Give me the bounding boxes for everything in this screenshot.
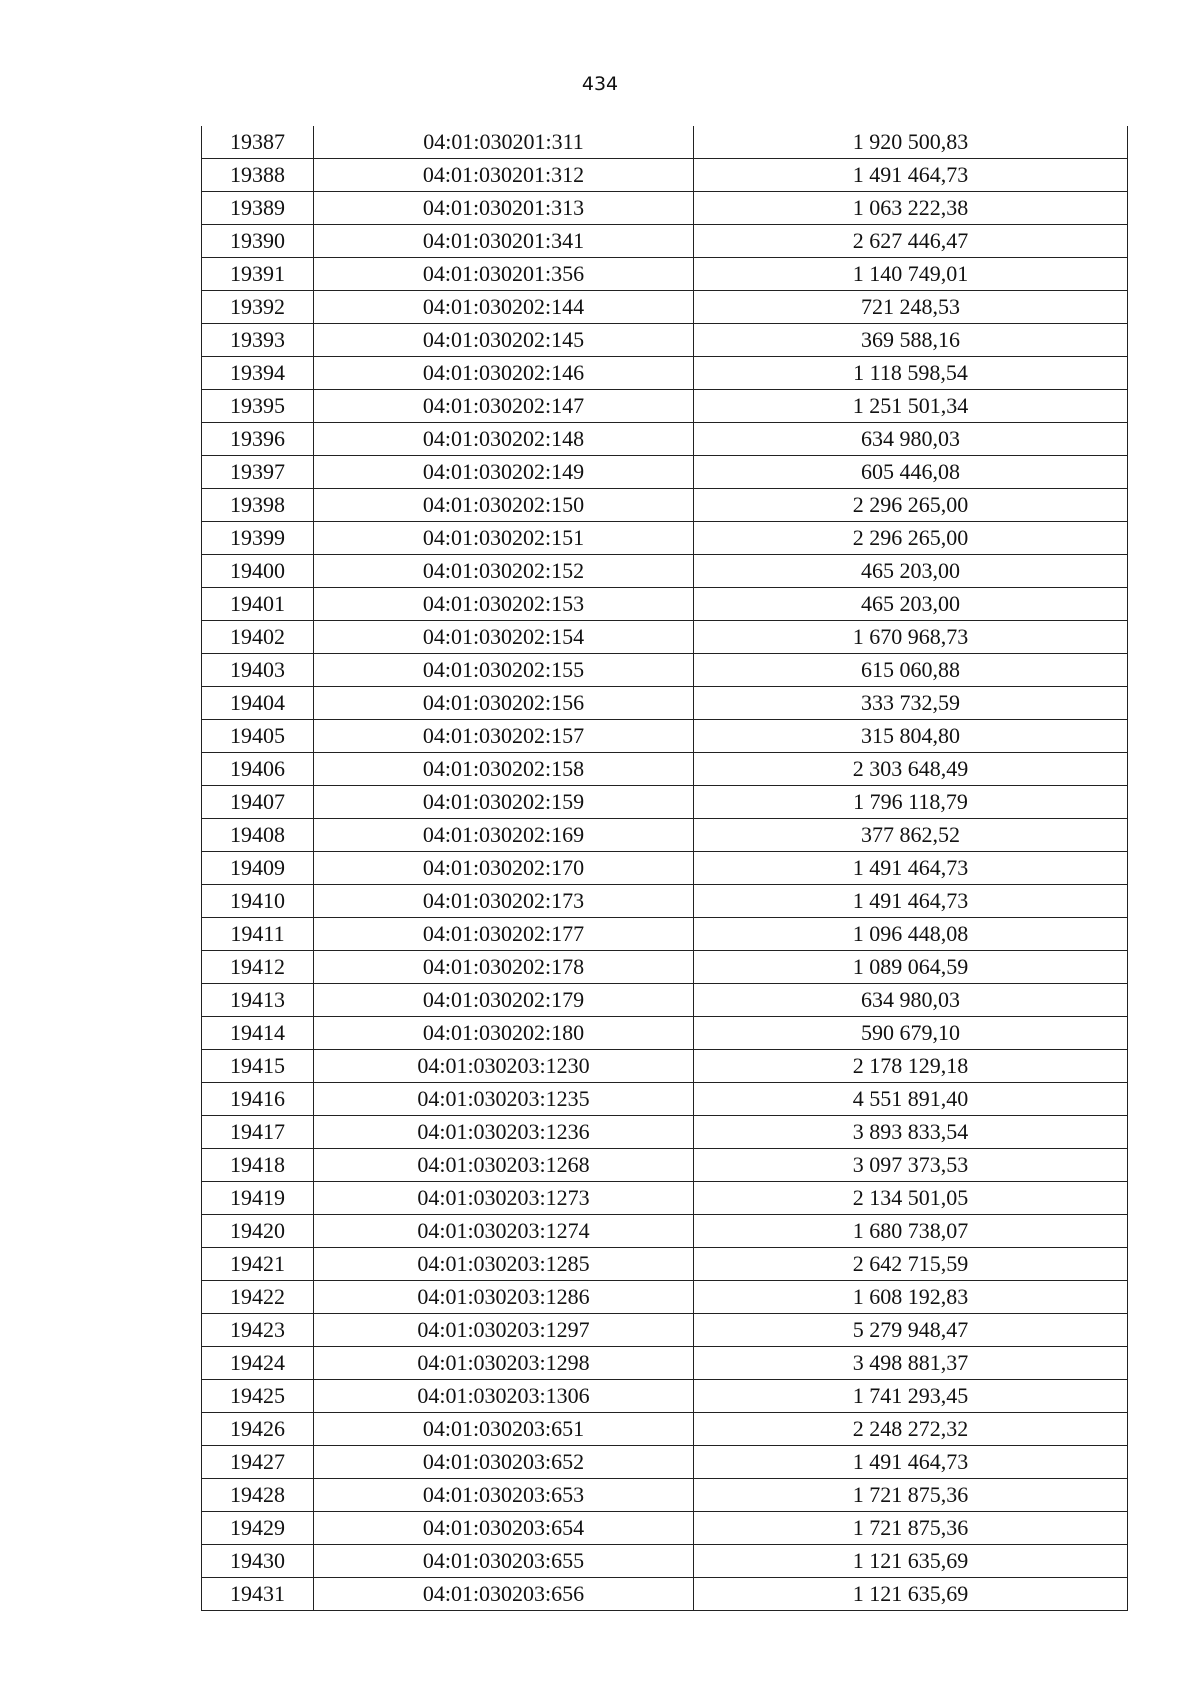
cadastral-value-cell: 2 248 272,32 [694, 1413, 1128, 1446]
cadastral-value-cell: 1 680 738,07 [694, 1215, 1128, 1248]
cadastral-value-cell: 1 741 293,45 [694, 1380, 1128, 1413]
cadastral-number-cell: 04:01:030203:651 [314, 1413, 694, 1446]
cadastral-number-cell: 04:01:030201:341 [314, 225, 694, 258]
cadastral-number-cell: 04:01:030203:1297 [314, 1314, 694, 1347]
table-row [202, 687, 1128, 720]
row-number-cell: 19422 [202, 1281, 314, 1314]
table-row [202, 654, 1128, 687]
cadastral-number-cell: 04:01:030202:169 [314, 819, 694, 852]
cadastral-number-cell: 04:01:030202:179 [314, 984, 694, 1017]
cadastral-value-cell: 333 732,59 [694, 687, 1128, 720]
row-number-cell: 19415 [202, 1050, 314, 1083]
cadastral-number-cell: 04:01:030202:144 [314, 291, 694, 324]
cadastral-number-cell: 04:01:030202:149 [314, 456, 694, 489]
table-body [202, 126, 1128, 1611]
row-number-cell: 19391 [202, 258, 314, 291]
row-number-cell: 19394 [202, 357, 314, 390]
table-row [202, 324, 1128, 357]
cadastral-number-cell: 04:01:030201:312 [314, 159, 694, 192]
cadastral-number-cell: 04:01:030202:152 [314, 555, 694, 588]
cadastral-number-cell: 04:01:030202:178 [314, 951, 694, 984]
row-number-cell: 19405 [202, 720, 314, 753]
table-row [202, 951, 1128, 984]
cadastral-number-cell: 04:01:030203:1298 [314, 1347, 694, 1380]
cadastral-value-cell: 4 551 891,40 [694, 1083, 1128, 1116]
cadastral-number-cell: 04:01:030202:180 [314, 1017, 694, 1050]
cadastral-number-cell: 04:01:030203:1285 [314, 1248, 694, 1281]
cadastral-value-cell: 1 491 464,73 [694, 885, 1128, 918]
row-number-cell: 19416 [202, 1083, 314, 1116]
row-number-cell: 19403 [202, 654, 314, 687]
table-row [202, 1512, 1128, 1545]
cadastral-value-cell: 1 721 875,36 [694, 1479, 1128, 1512]
cadastral-value-cell: 1 491 464,73 [694, 852, 1128, 885]
table-row [202, 1314, 1128, 1347]
cadastral-number-cell: 04:01:030202:156 [314, 687, 694, 720]
cadastral-value-cell: 634 980,03 [694, 984, 1128, 1017]
row-number-cell: 19431 [202, 1578, 314, 1611]
row-number-cell: 19427 [202, 1446, 314, 1479]
cadastral-number-cell: 04:01:030202:145 [314, 324, 694, 357]
cadastral-number-cell: 04:01:030202:173 [314, 885, 694, 918]
table-row [202, 984, 1128, 1017]
table-row [202, 918, 1128, 951]
cadastral-value-cell: 1 796 118,79 [694, 786, 1128, 819]
cadastral-number-cell: 04:01:030202:159 [314, 786, 694, 819]
table-row [202, 1446, 1128, 1479]
cadastral-value-cell: 465 203,00 [694, 588, 1128, 621]
row-number-cell: 19408 [202, 819, 314, 852]
row-number-cell: 19397 [202, 456, 314, 489]
cadastral-value-cell: 1 140 749,01 [694, 258, 1128, 291]
row-number-cell: 19396 [202, 423, 314, 456]
table-row [202, 456, 1128, 489]
row-number-cell: 19419 [202, 1182, 314, 1215]
row-number-cell: 19404 [202, 687, 314, 720]
table-row [202, 1380, 1128, 1413]
row-number-cell: 19395 [202, 390, 314, 423]
cadastral-value-cell: 2 134 501,05 [694, 1182, 1128, 1215]
cadastral-number-cell: 04:01:030202:170 [314, 852, 694, 885]
table-row [202, 1248, 1128, 1281]
table-row [202, 621, 1128, 654]
row-number-cell: 19393 [202, 324, 314, 357]
table-row [202, 489, 1128, 522]
row-number-cell: 19425 [202, 1380, 314, 1413]
table-row [202, 522, 1128, 555]
cadastral-number-cell: 04:01:030202:147 [314, 390, 694, 423]
cadastral-value-cell: 590 679,10 [694, 1017, 1128, 1050]
cadastral-number-cell: 04:01:030202:177 [314, 918, 694, 951]
cadastral-number-cell: 04:01:030202:154 [314, 621, 694, 654]
row-number-cell: 19388 [202, 159, 314, 192]
cadastral-number-cell: 04:01:030202:148 [314, 423, 694, 456]
cadastral-value-cell: 634 980,03 [694, 423, 1128, 456]
row-number-cell: 19409 [202, 852, 314, 885]
cadastral-value-cell: 369 588,16 [694, 324, 1128, 357]
table-row [202, 258, 1128, 291]
row-number-cell: 19429 [202, 1512, 314, 1545]
cadastral-value-cell: 2 178 129,18 [694, 1050, 1128, 1083]
row-number-cell: 19418 [202, 1149, 314, 1182]
row-number-cell: 19426 [202, 1413, 314, 1446]
cadastral-number-cell: 04:01:030203:1286 [314, 1281, 694, 1314]
row-number-cell: 19421 [202, 1248, 314, 1281]
cadastral-value-cell: 1 491 464,73 [694, 1446, 1128, 1479]
table-row [202, 1182, 1128, 1215]
row-number-cell: 19423 [202, 1314, 314, 1347]
cadastral-value-cell: 1 063 222,38 [694, 192, 1128, 225]
cadastral-value-cell: 315 804,80 [694, 720, 1128, 753]
table-row [202, 1578, 1128, 1611]
row-number-cell: 19428 [202, 1479, 314, 1512]
row-number-cell: 19414 [202, 1017, 314, 1050]
cadastral-value-cell: 1 251 501,34 [694, 390, 1128, 423]
page-number: 434 [581, 73, 619, 95]
cadastral-value-cell: 1 121 635,69 [694, 1545, 1128, 1578]
cadastral-number-cell: 04:01:030203:1306 [314, 1380, 694, 1413]
cadastral-value-cell: 377 862,52 [694, 819, 1128, 852]
cadastral-value-table [201, 126, 1128, 1611]
cadastral-number-cell: 04:01:030203:653 [314, 1479, 694, 1512]
table-row [202, 588, 1128, 621]
cadastral-value-cell: 2 303 648,49 [694, 753, 1128, 786]
cadastral-value-cell: 3 893 833,54 [694, 1116, 1128, 1149]
table-row [202, 1083, 1128, 1116]
cadastral-number-cell: 04:01:030201:311 [314, 126, 694, 159]
table-row [202, 390, 1128, 423]
cadastral-value-cell: 615 060,88 [694, 654, 1128, 687]
row-number-cell: 19406 [202, 753, 314, 786]
table-row [202, 852, 1128, 885]
cadastral-number-cell: 04:01:030203:654 [314, 1512, 694, 1545]
row-number-cell: 19401 [202, 588, 314, 621]
row-number-cell: 19411 [202, 918, 314, 951]
table-row [202, 720, 1128, 753]
cadastral-number-cell: 04:01:030202:153 [314, 588, 694, 621]
table-row [202, 126, 1128, 159]
row-number-cell: 19400 [202, 555, 314, 588]
cadastral-number-cell: 04:01:030203:1268 [314, 1149, 694, 1182]
row-number-cell: 19420 [202, 1215, 314, 1248]
row-number-cell: 19430 [202, 1545, 314, 1578]
table-row [202, 1413, 1128, 1446]
cadastral-value-cell: 1 121 635,69 [694, 1578, 1128, 1611]
table-row [202, 1116, 1128, 1149]
cadastral-number-cell: 04:01:030203:1230 [314, 1050, 694, 1083]
cadastral-value-cell: 2 296 265,00 [694, 522, 1128, 555]
cadastral-value-cell: 5 279 948,47 [694, 1314, 1128, 1347]
cadastral-number-cell: 04:01:030201:313 [314, 192, 694, 225]
cadastral-number-cell: 04:01:030203:656 [314, 1578, 694, 1611]
row-number-cell: 19398 [202, 489, 314, 522]
cadastral-value-cell: 2 296 265,00 [694, 489, 1128, 522]
table-row [202, 819, 1128, 852]
cadastral-number-cell: 04:01:030202:158 [314, 753, 694, 786]
cadastral-value-cell: 1 491 464,73 [694, 159, 1128, 192]
cadastral-number-cell: 04:01:030203:1235 [314, 1083, 694, 1116]
table-row [202, 1017, 1128, 1050]
table-row [202, 159, 1128, 192]
cadastral-number-cell: 04:01:030201:356 [314, 258, 694, 291]
table-row [202, 1215, 1128, 1248]
row-number-cell: 19413 [202, 984, 314, 1017]
table-row [202, 423, 1128, 456]
table-row [202, 1545, 1128, 1578]
table-row [202, 1347, 1128, 1380]
row-number-cell: 19392 [202, 291, 314, 324]
cadastral-value-cell: 721 248,53 [694, 291, 1128, 324]
cadastral-value-cell: 1 721 875,36 [694, 1512, 1128, 1545]
cadastral-value-cell: 3 498 881,37 [694, 1347, 1128, 1380]
table-row [202, 192, 1128, 225]
row-number-cell: 19424 [202, 1347, 314, 1380]
cadastral-value-cell: 1 920 500,83 [694, 126, 1128, 159]
cadastral-value-cell: 1 089 064,59 [694, 951, 1128, 984]
row-number-cell: 19402 [202, 621, 314, 654]
row-number-cell: 19389 [202, 192, 314, 225]
cadastral-number-cell: 04:01:030203:655 [314, 1545, 694, 1578]
table-row [202, 885, 1128, 918]
row-number-cell: 19387 [202, 126, 314, 159]
table-row [202, 357, 1128, 390]
cadastral-number-cell: 04:01:030203:1274 [314, 1215, 694, 1248]
cadastral-number-cell: 04:01:030203:652 [314, 1446, 694, 1479]
row-number-cell: 19399 [202, 522, 314, 555]
row-number-cell: 19412 [202, 951, 314, 984]
table-row [202, 753, 1128, 786]
cadastral-value-cell: 1 608 192,83 [694, 1281, 1128, 1314]
cadastral-value-cell: 605 446,08 [694, 456, 1128, 489]
row-number-cell: 19390 [202, 225, 314, 258]
cadastral-value-cell: 2 627 446,47 [694, 225, 1128, 258]
cadastral-value-cell: 1 118 598,54 [694, 357, 1128, 390]
table-row [202, 1479, 1128, 1512]
cadastral-number-cell: 04:01:030203:1236 [314, 1116, 694, 1149]
cadastral-value-cell: 1 670 968,73 [694, 621, 1128, 654]
table-row [202, 225, 1128, 258]
cadastral-value-cell: 3 097 373,53 [694, 1149, 1128, 1182]
row-number-cell: 19417 [202, 1116, 314, 1149]
cadastral-number-cell: 04:01:030202:155 [314, 654, 694, 687]
cadastral-value-cell: 1 096 448,08 [694, 918, 1128, 951]
cadastral-number-cell: 04:01:030202:157 [314, 720, 694, 753]
cadastral-number-cell: 04:01:030202:151 [314, 522, 694, 555]
cadastral-number-cell: 04:01:030203:1273 [314, 1182, 694, 1215]
cadastral-value-cell: 465 203,00 [694, 555, 1128, 588]
cadastral-number-cell: 04:01:030202:146 [314, 357, 694, 390]
table-row [202, 555, 1128, 588]
row-number-cell: 19410 [202, 885, 314, 918]
cadastral-value-cell: 2 642 715,59 [694, 1248, 1128, 1281]
cadastral-number-cell: 04:01:030202:150 [314, 489, 694, 522]
table-row [202, 1281, 1128, 1314]
row-number-cell: 19407 [202, 786, 314, 819]
table-row [202, 786, 1128, 819]
table-row [202, 1149, 1128, 1182]
table-row [202, 291, 1128, 324]
table-row [202, 1050, 1128, 1083]
